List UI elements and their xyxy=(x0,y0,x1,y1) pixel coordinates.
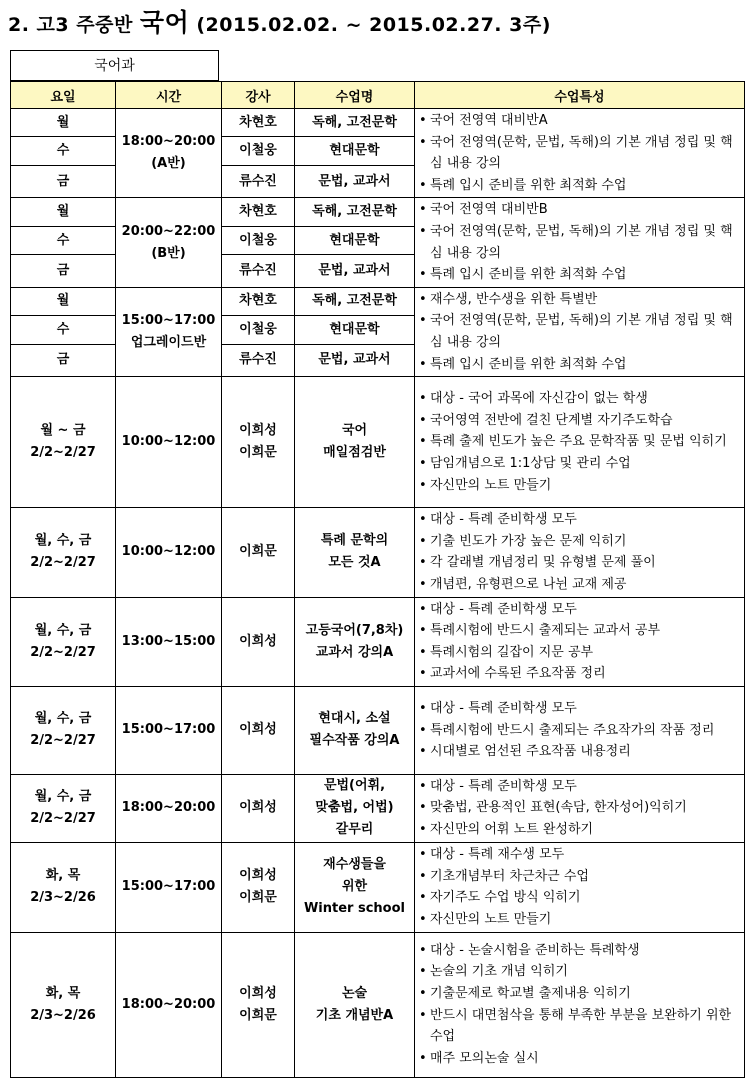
course-cell: 문법, 교과서 xyxy=(295,255,415,288)
feature-list xyxy=(417,199,742,285)
course-line: 교과서 강의A xyxy=(315,644,394,660)
teacher-cell: 이철웅 xyxy=(222,316,295,344)
feature-item: • 대상 - 특례 준비학생 모두 xyxy=(417,509,742,531)
feature-item: • 대상 - 특례 준비학생 모두 xyxy=(417,776,742,798)
teacher-cell: 차현호 xyxy=(222,109,295,137)
day-cell: 수 xyxy=(11,137,116,165)
feature-item: • 국어 전영역 대비반B xyxy=(417,199,742,221)
course-line: 맞춤법, 어법) xyxy=(315,800,394,816)
feature-item: • 대상 - 국어 과목에 자신감이 없는 학생 xyxy=(417,388,742,410)
day-cell xyxy=(11,377,116,508)
day-line: 2/3~2/26 xyxy=(30,890,96,906)
feature-item: • 국어 전영역 대비반A xyxy=(417,110,742,132)
course-line: 문법(어휘, xyxy=(323,778,386,794)
teacher-line: 이희성 xyxy=(239,423,277,439)
feature-list xyxy=(417,388,742,496)
feature-item: • 기출문제로 학교별 출제내용 익히기 xyxy=(417,983,742,1005)
course-line: 모든 것A xyxy=(328,555,381,571)
teacher-cell: 차현호 xyxy=(222,198,295,226)
feature-item: • 특례 입시 준비를 위한 최적화 수업 xyxy=(417,175,742,197)
day-cell xyxy=(11,774,116,842)
day-line: 월, 수, 금 xyxy=(34,533,92,549)
day-line: 2/2~2/27 xyxy=(30,811,96,827)
feature-item: • 논술의 기초 개념 익히기 xyxy=(417,961,742,983)
day-line: 화, 목 xyxy=(45,985,81,1001)
teacher-line: 이희성 xyxy=(239,800,277,816)
header-teacher: 강사 xyxy=(222,82,295,109)
teacher-cell: 류수진 xyxy=(222,344,295,377)
teacher-cell xyxy=(222,508,295,597)
feature-item: • 개념편, 유형편으로 나뉜 교재 제공 xyxy=(417,574,742,596)
time-cell: 18:00~20:00 xyxy=(116,774,222,842)
day-line: 2/3~2/26 xyxy=(30,1007,96,1023)
course-line: 필수작품 강의A xyxy=(309,733,400,749)
course-cell xyxy=(295,842,415,932)
feature-item: • 자신만의 어휘 노트 완성하기 xyxy=(417,819,742,841)
time-cell: 18:00~20:00 xyxy=(116,932,222,1077)
feature-item: • 자신만의 노트 만들기 xyxy=(417,909,742,931)
teacher-line: 이희성 xyxy=(239,985,277,1001)
time-line: 15:00~17:00 xyxy=(121,312,216,328)
day-line: 월 ~ 금 xyxy=(40,423,86,439)
time-line: 18:00~20:00 xyxy=(121,134,216,150)
title-period: (2015.02.02. ~ 2015.02.27. 3주) xyxy=(189,14,551,36)
teacher-cell xyxy=(222,932,295,1077)
feature-item: • 매주 모의논술 실시 xyxy=(417,1048,742,1070)
features-cell xyxy=(415,508,745,597)
teacher-line: 이희문 xyxy=(239,445,277,461)
teacher-cell: 류수진 xyxy=(222,165,295,198)
day-cell: 월 xyxy=(11,287,116,315)
day-cell: 금 xyxy=(11,165,116,198)
header-day: 요일 xyxy=(11,82,116,109)
table-row xyxy=(11,377,745,508)
feature-item: • 기초개념부터 차근차근 수업 xyxy=(417,866,742,888)
feature-item: • 담임개념으로 1:1상담 및 관리 수업 xyxy=(417,453,742,475)
course-cell xyxy=(295,774,415,842)
teacher-cell xyxy=(222,842,295,932)
feature-item: • 국어영역 전반에 걸친 단계별 자기주도학습 xyxy=(417,410,742,432)
teacher-cell: 이철웅 xyxy=(222,226,295,254)
course-line: 특례 문학의 xyxy=(320,533,389,549)
feature-list xyxy=(417,698,742,763)
teacher-cell xyxy=(222,377,295,508)
features-cell xyxy=(415,842,745,932)
feature-item: • 각 갈래별 개념정리 및 유형별 문제 풀이 xyxy=(417,552,742,574)
course-cell: 문법, 교과서 xyxy=(295,344,415,377)
course-line: 재수생들을 xyxy=(323,857,386,873)
course-cell: 현대문학 xyxy=(295,226,415,254)
table-row xyxy=(11,198,745,226)
table-row xyxy=(11,597,745,686)
time-line: (A반) xyxy=(151,156,186,172)
course-cell xyxy=(295,686,415,774)
feature-item: • 기출 빈도가 가장 높은 문제 익히기 xyxy=(417,531,742,553)
day-cell: 수 xyxy=(11,316,116,344)
time-line: (B반) xyxy=(151,245,186,261)
table-row xyxy=(11,932,745,1077)
table-row xyxy=(11,109,745,137)
feature-item: • 시대별로 엄선된 주요작품 내용정리 xyxy=(417,741,742,763)
table-row xyxy=(11,287,745,315)
day-line: 2/2~2/27 xyxy=(30,555,96,571)
day-cell xyxy=(11,842,116,932)
feature-item: • 특례시험에 반드시 출제되는 주요작가의 작품 정리 xyxy=(417,720,742,742)
feature-list xyxy=(417,110,742,196)
day-line: 월, 수, 금 xyxy=(34,622,92,638)
table-row xyxy=(11,508,745,597)
feature-item: • 자기주도 수업 방식 익히기 xyxy=(417,887,742,909)
course-line: 갈무리 xyxy=(335,822,374,838)
time-line: 20:00~22:00 xyxy=(121,223,216,239)
day-cell: 금 xyxy=(11,344,116,377)
day-cell xyxy=(11,508,116,597)
time-cell xyxy=(116,287,222,376)
course-cell: 독해, 고전문학 xyxy=(295,198,415,226)
feature-item: • 특례 입시 준비를 위한 최적화 수업 xyxy=(417,354,742,376)
course-cell: 문법, 교과서 xyxy=(295,165,415,198)
day-line: 월, 수, 금 xyxy=(34,789,92,805)
day-cell: 수 xyxy=(11,226,116,254)
feature-item: • 재수생, 반수생을 위한 특별반 xyxy=(417,289,742,311)
teacher-line: 이희문 xyxy=(239,1007,277,1023)
course-line: 고등국어(7,8차) xyxy=(305,622,404,638)
table-row xyxy=(11,842,745,932)
features-cell xyxy=(415,932,745,1077)
day-line: 2/2~2/27 xyxy=(30,644,96,660)
day-cell: 월 xyxy=(11,109,116,137)
course-line: 논술 xyxy=(341,985,368,1001)
feature-item: • 국어 전영역(문학, 문법, 독해)의 기본 개념 정립 및 핵심 내용 강의 xyxy=(417,132,742,175)
time-cell: 10:00~12:00 xyxy=(116,377,222,508)
department-label: 국어과 xyxy=(10,50,219,81)
feature-list xyxy=(417,289,742,375)
feature-item: • 대상 - 논술시험을 준비하는 특례학생 xyxy=(417,940,742,962)
features-cell xyxy=(415,686,745,774)
schedule-table xyxy=(10,81,745,1078)
header-course: 수업명 xyxy=(295,82,415,109)
feature-item: • 국어 전영역(문학, 문법, 독해)의 기본 개념 정립 및 핵심 내용 강의 xyxy=(417,221,742,264)
course-line: 국어 xyxy=(341,423,368,439)
feature-item: • 특례 입시 준비를 위한 최적화 수업 xyxy=(417,264,742,286)
page-title xyxy=(8,8,551,38)
feature-item: • 대상 - 특례 준비학생 모두 xyxy=(417,698,742,720)
time-cell: 15:00~17:00 xyxy=(116,842,222,932)
time-cell: 10:00~12:00 xyxy=(116,508,222,597)
feature-item: • 교과서에 수록된 주요작품 정리 xyxy=(417,663,742,685)
feature-item: • 대상 - 특례 준비학생 모두 xyxy=(417,599,742,621)
time-cell: 13:00~15:00 xyxy=(116,597,222,686)
day-line: 2/2~2/27 xyxy=(30,445,96,461)
course-cell xyxy=(295,932,415,1077)
feature-list xyxy=(417,844,742,930)
feature-item: • 특례시험에 반드시 출제되는 교과서 공부 xyxy=(417,620,742,642)
features-cell xyxy=(415,287,745,376)
day-line: 화, 목 xyxy=(45,868,81,884)
table-row xyxy=(11,686,745,774)
course-line: 매일점검반 xyxy=(323,445,386,461)
day-cell xyxy=(11,686,116,774)
course-line: 위한 xyxy=(341,879,368,895)
teacher-cell: 차현호 xyxy=(222,287,295,315)
feature-item: • 특례 출제 빈도가 높은 주요 문학작품 및 문법 익히기 xyxy=(417,431,742,453)
teacher-line: 이희문 xyxy=(239,890,277,906)
feature-list xyxy=(417,509,742,595)
title-subject: 국어 xyxy=(139,8,190,37)
day-cell: 월 xyxy=(11,198,116,226)
teacher-line: 이희문 xyxy=(239,544,277,560)
header-row xyxy=(11,82,745,109)
time-cell xyxy=(116,198,222,287)
day-cell xyxy=(11,932,116,1077)
day-line: 월, 수, 금 xyxy=(34,711,92,727)
course-cell xyxy=(295,508,415,597)
feature-item: • 국어 전영역(문학, 문법, 독해)의 기본 개념 정립 및 핵심 내용 강의 xyxy=(417,310,742,353)
teacher-cell xyxy=(222,774,295,842)
time-cell xyxy=(116,109,222,198)
course-line: 현대시, 소설 xyxy=(318,711,391,727)
header-time: 시간 xyxy=(116,82,222,109)
features-cell xyxy=(415,109,745,198)
time-line: 업그레이드반 xyxy=(130,334,207,350)
feature-list xyxy=(417,776,742,841)
feature-item: • 자신만의 노트 만들기 xyxy=(417,475,742,497)
feature-item: • 대상 - 특례 재수생 모두 xyxy=(417,844,742,866)
course-cell: 독해, 고전문학 xyxy=(295,287,415,315)
day-cell: 금 xyxy=(11,255,116,288)
teacher-cell xyxy=(222,597,295,686)
course-cell xyxy=(295,597,415,686)
feature-item: • 맞춤법, 관용적인 표현(속담, 한자성어)익히기 xyxy=(417,797,742,819)
day-line: 2/2~2/27 xyxy=(30,733,96,749)
teacher-cell: 류수진 xyxy=(222,255,295,288)
feature-item: • 반드시 대면첨삭을 통해 부족한 부분을 보완하기 위한 수업 xyxy=(417,1005,742,1048)
course-cell: 독해, 고전문학 xyxy=(295,109,415,137)
course-line: 기초 개념반A xyxy=(315,1007,394,1023)
course-line: Winter school xyxy=(303,901,406,917)
course-cell xyxy=(295,377,415,508)
feature-list xyxy=(417,940,742,1070)
table-row xyxy=(11,774,745,842)
features-cell xyxy=(415,377,745,508)
feature-item: • 특례시험의 길잡이 지문 공부 xyxy=(417,642,742,664)
feature-list xyxy=(417,599,742,685)
teacher-line: 이희성 xyxy=(239,633,277,649)
features-cell xyxy=(415,597,745,686)
features-cell xyxy=(415,198,745,287)
header-features: 수업특성 xyxy=(415,82,745,109)
course-cell: 현대문학 xyxy=(295,137,415,165)
features-cell xyxy=(415,774,745,842)
teacher-cell: 이철웅 xyxy=(222,137,295,165)
title-prefix: 2. 고3 주중반 xyxy=(8,14,140,36)
course-cell: 현대문학 xyxy=(295,316,415,344)
time-cell: 15:00~17:00 xyxy=(116,686,222,774)
teacher-cell xyxy=(222,686,295,774)
teacher-line: 이희성 xyxy=(239,868,277,884)
day-cell xyxy=(11,597,116,686)
teacher-line: 이희성 xyxy=(239,722,277,738)
